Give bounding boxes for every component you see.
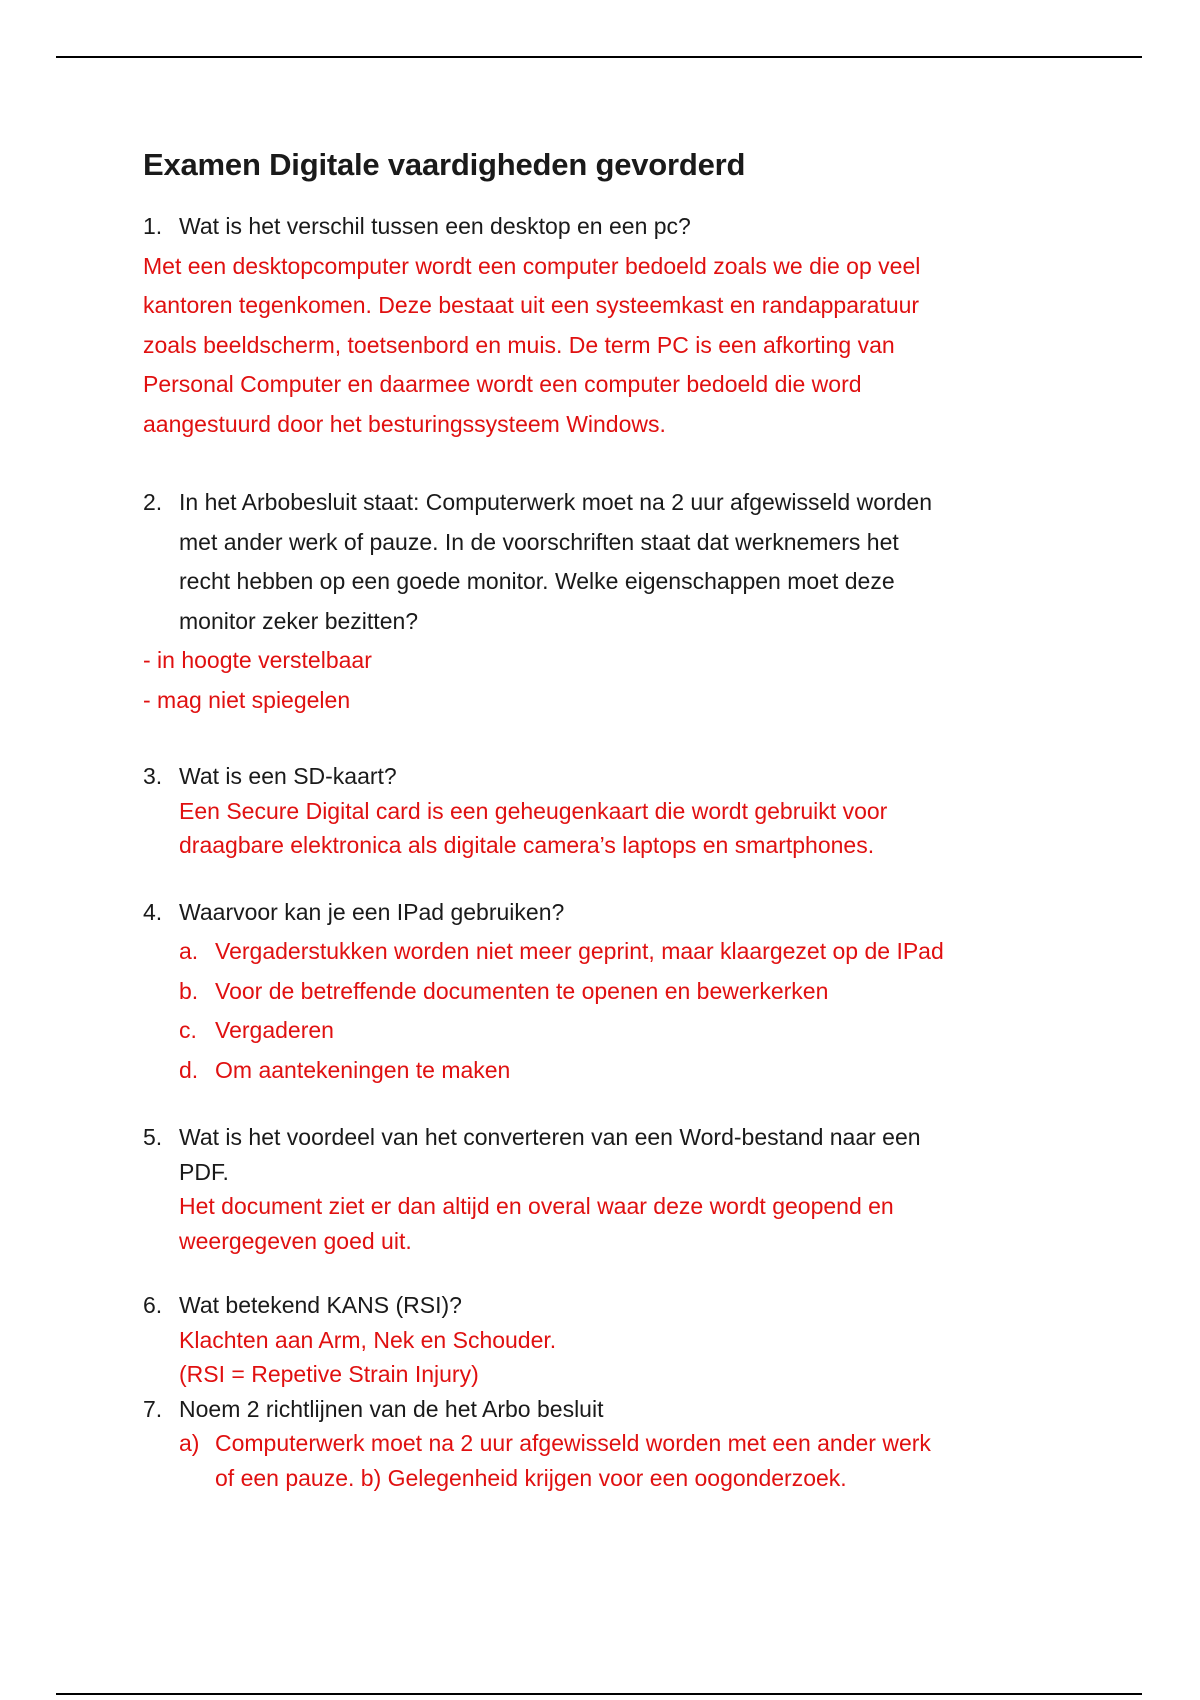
answer-5 <box>143 1189 1063 1258</box>
question-number: 2. <box>143 489 163 515</box>
question-text: Wat is een SD-kaart? <box>179 763 397 789</box>
question-number: 1. <box>143 213 163 239</box>
answer-text: Voor de betreffende documenten te openen en bewerkerken <box>215 977 829 1004</box>
answer-line: aangestuurd door het besturingssysteem Windows. <box>143 410 666 437</box>
answer-line: Computerwerk moet na 2 uur afgewisseld worden met een ander werk <box>215 1430 931 1456</box>
answer-item-b <box>143 972 1063 1012</box>
answer-item-a <box>143 1426 1063 1495</box>
question-2 <box>143 483 1063 641</box>
answer-letter: a. <box>179 938 199 964</box>
answer-line: zoals beeldscherm, toetsenbord en muis. De term PC is een afkorting van <box>143 331 895 358</box>
document-title: Examen Digitale vaardigheden gevorderd <box>143 147 746 182</box>
answer-line: draagbare elektronica als digitale camera’s laptops en smartphones. <box>179 832 875 858</box>
question-5 <box>143 1120 1063 1189</box>
question-4 <box>143 893 1063 933</box>
answer-4 <box>143 932 1063 1090</box>
answer-line: Klachten aan Arm, Nek en Schouder. <box>179 1326 557 1353</box>
document-page <box>143 145 1063 1495</box>
question-line: PDF. <box>179 1158 229 1185</box>
footer-rule <box>56 1693 1142 1695</box>
question-number: 3. <box>143 763 163 789</box>
answer-line: Een Secure Digital card is een geheugenkaart die wordt gebruikt voor <box>179 797 888 824</box>
question-1 <box>143 207 1063 247</box>
question-text: Noem 2 richtlijnen van de het Arbo besluit <box>179 1395 604 1422</box>
answer-3 <box>143 794 1063 863</box>
answer-line: - mag niet spiegelen <box>143 686 351 713</box>
question-line: Wat is het voordeel van het converteren van een Word-bestand naar een <box>179 1124 921 1150</box>
answer-item-a <box>143 932 1063 972</box>
answer-line: Het document ziet er dan altijd en overal waar deze wordt geopend en <box>179 1193 894 1219</box>
question-7 <box>143 1392 1063 1427</box>
answer-line: kantoren tegenkomen. Deze bestaat uit een systeemkast en randapparatuur <box>143 292 920 318</box>
question-text: Wat is het verschil tussen een desktop en een pc? <box>179 213 691 239</box>
question-line: met ander werk of pauze. In de voorschriften staat dat werknemers het <box>179 528 899 555</box>
answer-line: Personal Computer en daarmee wordt een computer bedoeld die word <box>143 371 862 397</box>
answer-6 <box>143 1323 1063 1392</box>
answer-text: Vergaderen <box>215 1017 334 1043</box>
answer-1 <box>143 247 1063 445</box>
question-text: Wat betekend KANS (RSI)? <box>179 1292 462 1318</box>
header-rule <box>56 56 1142 58</box>
question-line: recht hebben op een goede monitor. Welke eigenschappen moet deze <box>179 568 895 594</box>
question-number: 4. <box>143 898 163 925</box>
answer-letter: d. <box>179 1056 199 1083</box>
question-line: In het Arbobesluit staat: Computerwerk moet na 2 uur afgewisseld worden <box>179 489 933 515</box>
answer-2 <box>143 641 1063 720</box>
answer-letter: a) <box>179 1430 200 1456</box>
answer-text: Om aantekeningen te maken <box>215 1056 511 1083</box>
answer-letter: c. <box>179 1017 197 1043</box>
answer-line: weergegeven goed uit. <box>179 1227 412 1254</box>
answer-line: - in hoogte verstelbaar <box>143 647 372 673</box>
question-6 <box>143 1288 1063 1323</box>
answer-text: Vergaderstukken worden niet meer geprint, maar klaargezet op de IPad <box>215 938 944 964</box>
question-text: Waarvoor kan je een IPad gebruiken? <box>179 898 565 925</box>
answer-line: (RSI = Repetive Strain Injury) <box>179 1361 479 1387</box>
question-number: 6. <box>143 1292 163 1318</box>
answer-item-d <box>143 1051 1063 1091</box>
answer-line: of een pauze. b) Gelegenheid krijgen voor een oogonderzoek. <box>215 1464 847 1491</box>
answer-letter: b. <box>179 977 199 1004</box>
question-number: 7. <box>143 1395 163 1422</box>
answer-line: Met een desktopcomputer wordt een computer bedoeld zoals we die op veel <box>143 252 921 279</box>
answer-item-c <box>143 1011 1063 1051</box>
question-number: 5. <box>143 1124 163 1150</box>
question-line: monitor zeker bezitten? <box>179 607 419 634</box>
answer-7 <box>143 1426 1063 1495</box>
question-3 <box>143 759 1063 794</box>
